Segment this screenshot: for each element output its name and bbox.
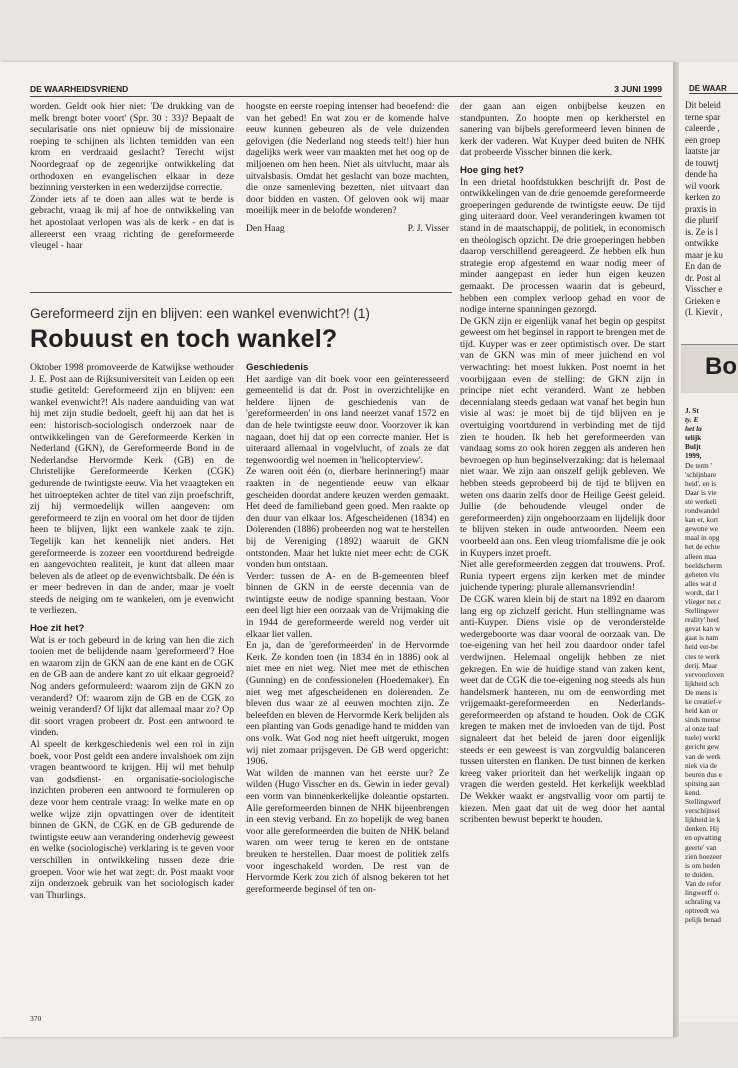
next-page-review-line: lijkheid in k [685,815,721,825]
subheading-hoe-ging-het: Hoe ging het? [460,164,524,176]
next-page-review-line: geerte' van [685,842,717,852]
article-title: Robuust en toch wankel? [30,325,338,353]
next-page-review-line: tuele) werkl [685,733,721,743]
next-page-review-line: te duiden. [685,869,714,879]
next-page-review-line: geheten vlu [685,569,719,579]
next-page-review-line: het de echte [685,542,720,552]
signature-author: P. J. Visser [407,222,449,234]
next-page-line: praxis in [685,203,717,214]
next-page-review-line: vervoorloven [685,669,724,679]
next-page-review-line: beeldscherm [685,560,722,570]
next-page-review-line: heid', en is [685,478,717,488]
next-page-line: terne spar [685,111,721,122]
next-page-line: kerken zo [685,192,721,202]
next-page-review-line: optreedt wa [685,906,720,916]
article-col2 [246,362,449,895]
next-page-review-line: De term ' [685,460,712,470]
next-page-line: Grieken e [685,295,721,306]
next-page-review-line: kend. [685,787,702,797]
next-page-review-line: ste werkeli [685,496,717,506]
next-page-review-line: gevat kan w [685,624,721,634]
next-page-review-line: verschijnsel [685,806,720,816]
next-page-line: is. Ze is l [685,226,718,237]
next-page-line: maar je ku [685,249,723,260]
next-page-review-line: zien hoezeer [685,851,722,861]
next-page-line: caleerde , [685,123,720,133]
next-page-review-line: beuren dus e [685,769,722,779]
next-page-line: wil voork [685,180,720,191]
next-page-review-line: van de werk [685,751,721,761]
next-page-section-title: Bo [705,353,737,380]
next-page-review-line: Stellingwer [685,606,719,616]
next-page-review-line: wordt, dat l [685,587,719,597]
next-page-review-line: kan er, kort [685,515,719,525]
next-page-header: DE WAAR [689,84,738,94]
next-page-line: laatste jar [685,146,720,156]
next-page-line: ontwikke [685,238,719,248]
prev-article-col1 [30,101,234,252]
next-page-review-line: J. St [685,406,699,415]
next-page-review-line: is om heden [685,860,721,870]
next-page-review-line: gaat is nam [685,633,719,643]
subheading-hoe-zit-het: Hoe zit het? [30,623,85,635]
next-page-review-line: telijk [685,433,702,443]
running-header [30,84,662,97]
article-divider [30,292,452,293]
signature-place: Den Haag [246,222,285,234]
next-page-line: dende ha [685,169,718,179]
next-page-review-line: ctes te werk [685,651,720,661]
next-page-review-line: heid ver-be [685,642,718,652]
article-col3 [460,101,665,826]
next-page-review-line: ke creatief-v [685,697,722,706]
next-page-line: een groep [685,134,721,145]
next-page-review-line: 1999, [685,451,702,461]
issue-date: 3 JUNI 1999 [614,84,662,94]
article-col3-continuation: der gaan aan eigen onbijbelse keuzen en standpunten. Zo hoopte men op kerkherstel en sanering van bijbels gereformeerd leven binnen de kerk der vaderen. Wat Kuyper deed buiten de NHK dat probeerde Visscher binnen die kerk. [460,101,665,159]
next-page-line: dr. Post al [685,272,721,283]
next-page-review-line: al onze taal [685,724,719,734]
next-page-review-line: Stellingwerf [685,797,722,807]
publication-name: DE WAARHEIDSVRIEND [30,84,129,94]
next-page-review-line: het la [685,424,702,434]
next-page-line: de touwtj [685,157,719,168]
prev-article-signature [246,223,449,235]
next-page-review-line: reality' heel [685,615,719,625]
next-page-line: En dan de [685,261,721,271]
next-page-review-line: gericht gew [685,742,720,752]
next-page-review-line: pelijk benad [685,915,721,925]
next-page-review-line: vlieger net c [685,596,722,606]
next-page-line: die plurif [685,215,719,225]
next-page-review-line: alleen maa [685,551,717,561]
page-right-partial [679,62,738,1022]
prev-article-col2 [246,101,449,235]
next-page-review-line: rondwandel [685,506,720,516]
next-page-review-column [685,406,738,924]
next-page-review-line: en opvatting [685,833,722,843]
next-page-review-line: sinds mense [685,715,721,725]
next-page-line: Dit beleid [685,100,721,110]
next-page-review-line: Van de refor [685,878,722,888]
next-page-review-line: spitsing aan [685,778,720,788]
next-page-review-line: maal in opg [685,533,720,543]
article-col1 [30,362,234,901]
next-page-review-line: Daar is vie [685,487,717,497]
next-page-review-line: alles wat d [685,578,717,588]
article-kicker: Gereformeerd zijn en blijven: een wankel evenwicht?! (1) [30,306,370,321]
next-page-review-line: 'schijnbare [685,469,717,479]
next-page-column [685,100,738,319]
next-page-review-line: niek via de [685,760,718,770]
next-page-review-line: denken. Hij [685,824,720,834]
next-page-review-line: ty. E [685,415,699,425]
prev-article-text-1: worden. Geldt ook hier niet: 'De drukking van de melk brengt boter voort' (Spr. 30 : 33)? Bepaalt de secularisatie ons niet opnieuw bij de missionaire roeping te schijnen als lichten temidden van een krom en verdraaid geslacht? Terecht wijst Noordegraaf op de zegenrijke ontwikkeling dat orthodoxen en evangelischen elkaar in deze bezinning versterken in een wederzijdse correctie. Zonder iets af te doen aan alles wat te berde is gebracht, vraag ik mij af hoe de ontwikkeling van het apostolaat verlopen was als de kerk - en dat is allereerst een vraag richting de gereformeerde vleugel - haar [30,101,234,252]
next-page-review-line: lingwerff o. [685,887,720,897]
article-col2-body: Het aardige van dit boek voor een geïnteresseerd gemeentelid is dat dr. Post in overzichtelijke en heldere lijnen de geschiedenis van de 'gereformeerden' in ons land neerzet vanaf 1572 en dan de hele twintigste eeuw door. Voorzover ik kan nagaan, doet hij dat op een correcte manier. Het is uiteraard allemaal in vogelvlucht, of zoals ze dat tegenwoordig wel noemen in 'helicopterview'. Ze waren ooit één (o, dierbare herinnering!) maar raakten in de negentiende eeuw van elkaar gescheiden doordat andere keuzen werden gemaakt. Het deed de familieband geen goed. Men raakte op den duur van elkaar los. Afgescheidenen (1834) en Dolerenden (1886) probeerden nog wat te herstellen bij de Vereniging (1892) waaruit de GKN ontstonden. Maar het lukte niet meer echt: de CGK vonden hun ontstaan. Verder: tussen de A- en de B-gemeenten bleef binnen de GKN in de eerste decennia van de twintigste eeuw de nodige spanning bestaan. Voor een deel ligt hier een oorzaak van de Vrijmaking die in 1944 de gereformeerde wereld nog verder uit elkaar liet vallen. En ja, dan de 'gereformeerden' in de Hervormde Kerk. Ze konden toen (in 1834 én in 1886) ook al niet mee en niet weg. Niet mee met de ethischen (Gunning) en de confessionelen (Hoedemaker). En niet weg met afgescheidenen en dolerenden. Ze bleven dus waar ze al eeuwen mochten zijn. Ze beleefden en bleven de Hervormde Kerk belijden als een planting van Gods genadige hand te midden van ons volk. Wat God nog niet heeft uitgerukt, mogen wij niet zomaar prijsgeven. De GB werd opgericht: 1906. Wat wilden de mannen van het eerste uur? Ze wilden (Hugo Visscher en ds. Gewin in ieder geval) een vorm van binnenkerkelijke doleantie opstarten. Alle gereformeerden binnen de NHK bijeenbrengen in een stevig verband. En zo hopelijk de weg banen voor alle gereformeerden die buiten de NHK beland waren om weer terug te keren en de ontstane breuken te herstellen. Daar moest de politiek zelfs voor ingeschakeld worden. De rest van de Hervormde Kerk zou zich óf alsnog bekeren tot het gereformeerde beginsel óf ten on- [246,373,449,895]
next-page-review-line: De mens is [685,687,718,697]
page-number: 370 [30,1014,42,1023]
article-col3-body: In een drietal hoofdstukken beschrijft dr. Post de ontwikkelingen van de drie genoemde gereformeerde groeperingen gedurende de twintigste eeuw. De tijd ging uiteraard door. Veel veranderingen kwamen tot stand in de maatschappij, de politiek, in economisch en theologisch opzicht. De drie groeperingen hebben daarop verschillend gereageerd. Ze hebben elk hun strategie erop afgestemd en waar nodig meer of minder aangepast en ieder hun eigen keuzen gemaakt. De processen waarin dat is gebeurd, hebben een complex verloop gehad en voor de nodige interne spanningen gezorgd. De GKN zijn er eigenlijk vanaf het begin op gespitst geweest om het beginsel in rapport te brengen met de tijd. Kuyper was er zeer optimistisch over. De start van de GKN was min of meer juichend en vol verwachting: het moest lukken. Post noemt in het voorbijgaan even de stelling: de GKN zijn in principe niet echt veranderd. Want ze hebben decennialang steeds gedaan wat vanaf het begin hun visie al was: je moet bij de tijd blijven en je overtuiging voortdurend in verbinding met de tijd zien te houden. Ik heb het gereformeerden van vandaag soms zo ook horen zeggen als anderen hen bevroegen op hun beginselverzaking: dat is helemaal niet waar. We zijn aan onszelf gelijk gebleven. We hebben steeds geprobeerd bij de tijd te blijven en weten ons daarin zelfs door de Heilige Geest geleid. Jullie (de behoudende vleugel onder de gereformeerden) zijn ongehoorzaam en lijdelijk door te blijven steken in oude antwoorden. Neem een voorbeeld aan ons. Een vleug triomfalisme die je ook in Kuypers inzet proeft. Niet alle gereformeerden zeggen dat trouwens. Prof. Runia typeert ergens zijn kerken met de minder juichende typering: plurale allemansvriendin! De CGK waren klein bij de start na 1892 en daarom lang erg op zichzelf gericht. Hun stellingname was anti-Kuyper. Diens visie op de veronderstelde wedergeboorte was daar vooral de oorzaak van. De toe-eigening van het heil zou daardoor onder tafel verdwijnen. Helemaal ongelijk hebben ze niet gekregen. En wie de huidige stand van zaken kent, weet dat de CGK die toe-eigening nog steeds als hun handelsmerk hanteren, nu om de eenwording met vrijgemaakt-gereformeerden en Nederlands-gereformeerden op afstand te houden. Ook de CGK kregen te maken met de invloeden van de tijd. Post signaleert dat het beleid de jaren door eigenlijk steeds er een geweest is van zorgvuldig balanceren tussen uitersten en flanken. De tust binnen de kerken kreeg vaker prioriteit dan het werkelijk ingaan op vragen die werden gesteld. Het kerkelijk weekblad De Wekker waakt er angstvallig voor om partij te kiezen. Men gaat dat uit de weg door het aantal scribenten bewust beperkt te houden. [460,176,665,826]
prev-article-text-2: hoogste en eerste roeping intenser had beoefend: die van het gebed! En wat zou er de komende halve eeuw kunnen gebeuren als de vele duizenden gelovigen (die Nederland nog steeds telt!) hier hun dagelijks werk weer van maakten met het oog op de miljoenen om hen heen. Niet als uitvlucht, maar als uitvalsbasis. Omdat het geslacht van boze machten, die onze samenleving bezetten, niet uitvaart dan door bidden en vasten. Of geloven ook wij maar moeilijk meer in de belofde wonderen? [246,101,449,217]
subheading-geschiedenis: Geschiedenis [246,362,309,373]
next-page-line: Visscher e [685,284,723,294]
next-page-section-box [681,344,738,393]
next-page-review-line: schraling va [685,897,721,907]
next-page-review-line: lijkheid sch [685,678,719,688]
next-page-review-line: gewone we [685,524,719,534]
next-page-review-line: Buljt [685,442,701,452]
next-page-line: (I. Kievit , [685,307,723,317]
next-page-review-line: derij. Maar [685,660,718,670]
article-intro: Oktober 1998 promoveerde de Katwijkse wethouder J. E. Post aan de Rijksuniversiteit van Leiden op een studie getiteld: Gereformeerd zijn en blijven: een wankel evenwicht?! Als nadere aanduiding van wat hij met zijn studie bedoelt, geeft hij aan dat het is een: historisch-sociologisch onderzoek naar de ontwikkelingen van de Gereformeerde Kerken in Nederland (GKN), de Gereformeerde Bond in de Nederlandse Hervormde Kerk (GB) en de Christelijke Gereformeerde Kerken (CGK) gedurende de twintigste eeuw. Via het vraagteken en het uitroepteken achter de titel van zijn proefschrift, zij hij vermoedelijk willen aangeven: om gereformeerd te zijn en vooral om het door de tijden heen te blijven, lijkt een wankele zaak te zijn. Tegelijk kan het kennelijk niet anders. Het gereformeerde is zozeer een voortdurend bedreigde en aangevochten realiteit, je kunt dat alleen maar beleven als de atleet op de evenwichtsbalk. De één is er meer bedreven in dan de ander, maar je voelt steeds de neiging om te wankelen, om je evenwicht te verliezen. [30,362,234,617]
article-col1-body: Wat is er toch gebeurd in de kring van hen die zich tooien met de belijdende naam 'gereformeerd'? Hoe en waarom zijn de GKN aan de ene kant en de CGK en de GB aan de andere kant zo uit elkaar gegroeid? Nog anders geformuleerd: waarom zijn de GKN zo veranderd? Of: waarom zijn de GB en de CGK zo weinig veranderd? Of lijkt dat allemaal maar zo? Op dit soort vragen probeert dr. Post een antwoord te vinden. Al speelt de kerkgeschiedenis wel een rol in zijn boek, voor Post geldt een andere invalshoek om zijn vragen beantwoord te krijgen. Hij wil met behulp van godsdienst- en organisatie-sociologische inzichten proberen een antwoord te formuleren op deze voor hem centrale vraag: In welke mate en op welke wijze zijn opvattingen over de identiteit binnen de GKN, de CGK en de GB gedurende de twintigste eeuw aan verandering onderhevig geweest en welke (sociologische) verklaring is te geven voor verschillen in ontwikkeling tussen deze drie groepen. Voor wie het wat zegt: dr. Post maakt voor zijn onderzoek gebruik van het sociologisch kader van Thurlings. [30,634,234,901]
next-page-review-line: heid kan or [685,706,718,716]
